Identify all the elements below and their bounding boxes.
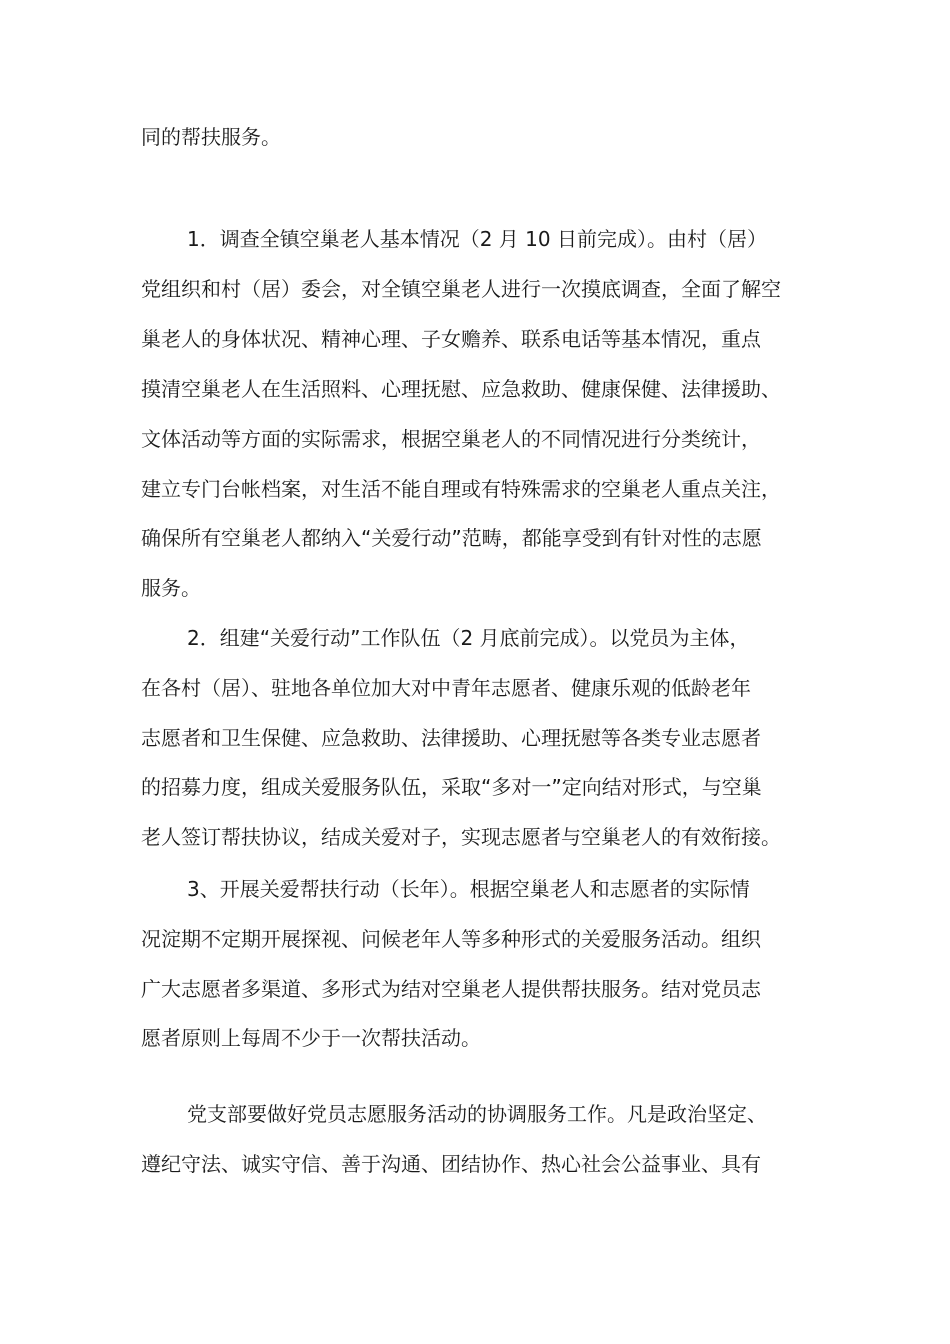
text-line: 愿者原则上每周不少于一次帮扶活动。 [141,1026,481,1050]
text-line: 建立专门台帐档案，对生活不能自理或有特殊需求的空巢老人重点关注， [141,477,781,501]
text-line: 2．组建“关爱行动”工作队伍（2 月底前完成）。以党员为主体， [187,626,750,650]
text-line: 况淀期不定期开展探视、问候老年人等多种形式的关爱服务活动。组织 [141,927,761,951]
text-line: 确保所有空巢老人都纳入“关爱行动”范畴，都能享受到有针对性的志愿 [141,526,762,550]
text-line: 的招募力度，组成关爱服务队伍，采取“多对一”定向结对形式，与空巢 [141,775,762,799]
text-line: 在各村（居）、驻地各单位加大对中青年志愿者、健康乐观的低龄老年 [141,676,751,700]
text-line: 巢老人的身体状况、精神心理、子女赡养、联系电话等基本情况，重点 [141,327,761,351]
text-line: 遵纪守法、诚实守信、善于沟通、团结协作、热心社会公益事业、具有 [141,1152,761,1176]
text-line: 广大志愿者多渠道、多形式为结对空巢老人提供帮扶服务。结对党员志 [141,977,761,1001]
text-line: 同的帮扶服务。 [141,125,281,149]
text-line: 党组织和村（居）委会，对全镇空巢老人进行一次摸底调查，全面了解空 [141,277,781,301]
text-line: 党支部要做好党员志愿服务活动的协调服务工作。凡是政治坚定、 [187,1102,767,1126]
text-line: 服务。 [141,576,201,600]
text-line: 摸清空巢老人在生活照料、心理抚慰、应急救助、健康保健、法律援助、 [141,377,781,401]
text-line: 3、开展关爱帮扶行动（长年）。根据空巢老人和志愿者的实际情 [187,877,750,901]
text-line: 1．调查全镇空巢老人基本情况（2 月 10 日前完成）。由村（居） [187,227,767,251]
text-line: 老人签订帮扶协议，结成关爱对子，实现志愿者与空巢老人的有效衔接。 [141,825,781,849]
text-line: 志愿者和卫生保健、应急救助、法律援助、心理抚慰等各类专业志愿者 [141,726,761,750]
text-line: 文体活动等方面的实际需求，根据空巢老人的不同情况进行分类统计， [141,427,761,451]
